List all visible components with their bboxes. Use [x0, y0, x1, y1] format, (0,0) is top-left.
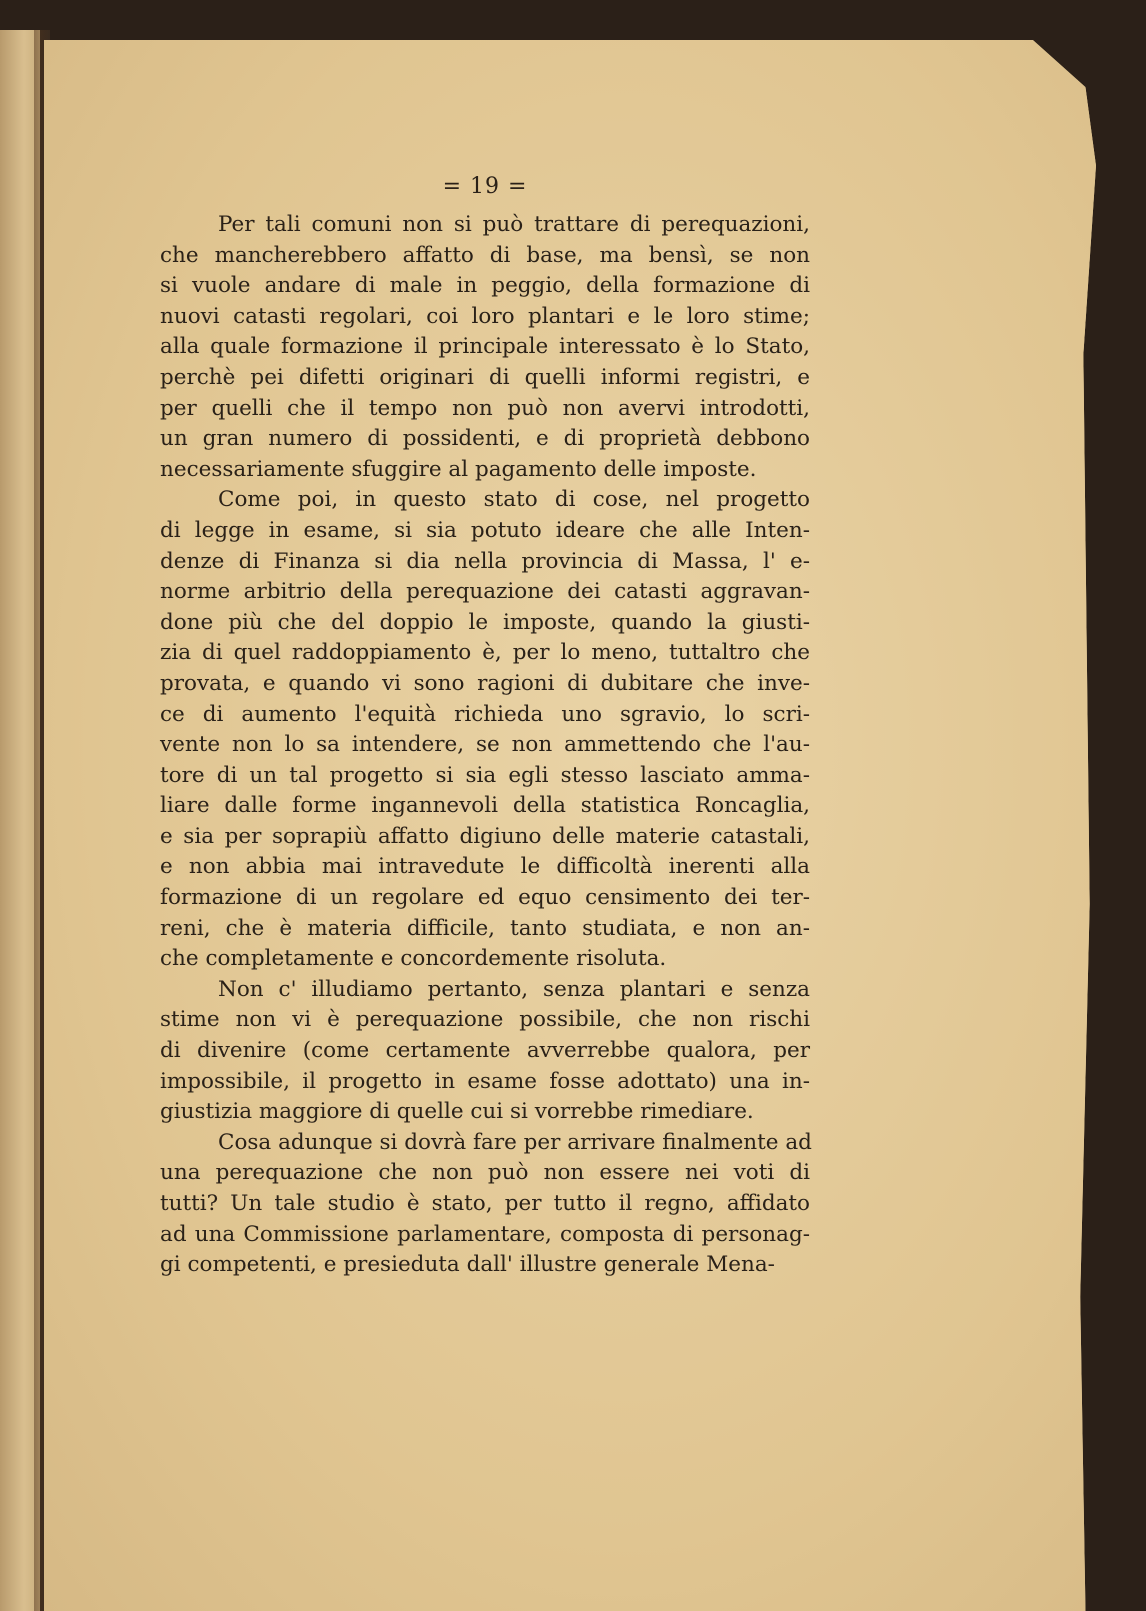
text-line: ad una Commissione parlamentare, composta di personag- [160, 1221, 810, 1247]
text-line: Come poi, in questo stato di cose, nel progetto [218, 487, 810, 513]
text-line: gi competenti, e presieduta dall' illustre generale Mena- [160, 1252, 775, 1278]
text-line: di legge in esame, si sia potuto ideare che alle Inten- [160, 517, 810, 543]
text-line: provata, e quando vi sono ragioni di dubitare che inve- [160, 670, 810, 696]
text-line: zia di quel raddoppiamento è, per lo meno, tuttaltro che [160, 640, 810, 666]
text-line: Per tali comuni non si può trattare di perequazioni, [218, 212, 810, 237]
paragraph [160, 975, 810, 1128]
text-line: nuovi catasti regolari, coi loro plantari e le loro stime; [160, 303, 810, 329]
text-line: reni, che è materia difficile, tanto studiata, e non an- [160, 915, 810, 941]
text-line: alla quale formazione il principale interessato è lo Stato, [160, 334, 810, 360]
text-line: per quelli che il tempo non può non avervi introdotti, [160, 395, 810, 421]
text-line: liare dalle forme ingannevoli della statistica Roncaglia, [160, 793, 810, 819]
text-line: perchè pei difetti originari di quelli informi registri, e [160, 364, 810, 390]
text-line: impossibile, il progetto in esame fosse adottato) una in- [160, 1068, 810, 1094]
text-line: tore di un tal progetto si sia egli stesso lasciato amma- [160, 762, 810, 788]
text-line: formazione di un regolare ed equo censimento dei ter- [160, 885, 810, 911]
body-text [160, 210, 810, 1281]
text-line: ce di aumento l'equità richieda uno sgravio, lo scri- [160, 701, 810, 727]
text-line: che completamente e concordemente risoluta. [160, 946, 667, 972]
text-line: si vuole andare di male in peggio, della formazione di [160, 273, 810, 299]
text-line: che mancherebbero affatto di base, ma bensì, se non [160, 242, 810, 268]
text-line: un gran numero di possidenti, e di proprietà debbono [160, 426, 810, 452]
text-line: giustizia maggiore di quelle cui si vorrebbe rimediare. [160, 1099, 754, 1125]
paragraph [160, 210, 810, 485]
page-text-block [160, 172, 810, 1281]
paragraph [160, 485, 810, 975]
paragraph [160, 1128, 810, 1281]
text-line: una perequazione che non può non essere nei voti di [160, 1160, 810, 1186]
text-line: vente non lo sa intendere, se non ammettendo che l'au- [160, 732, 810, 758]
text-line: stime non vi è perequazione possibile, che non rischi [160, 1007, 810, 1033]
text-line: done più che del doppio le imposte, quando la giusti- [160, 609, 810, 635]
text-line: e sia per soprapiù affatto digiuno delle materie catastali, [160, 823, 810, 849]
text-line: norme arbitrio della perequazione dei catasti aggravan- [160, 579, 810, 605]
page-number: = 19 = [442, 174, 528, 199]
text-line: necessariamente sfuggire al pagamento delle imposte. [160, 456, 757, 482]
text-line: Non c' illudiamo pertanto, senza plantari e senza [218, 976, 810, 1002]
text-line: Cosa adunque si dovrà fare per arrivare finalmente ad [218, 1129, 812, 1155]
text-line: denze di Finanza si dia nella provincia di Massa, l' e- [160, 548, 810, 574]
text-line: e non abbia mai intravedute le difficoltà inerenti alla [160, 854, 810, 880]
text-line: di divenire (come certamente avverrebbe qualora, per [160, 1038, 810, 1064]
text-line: tutti? Un tale studio è stato, per tutto il regno, affidato [160, 1191, 810, 1216]
